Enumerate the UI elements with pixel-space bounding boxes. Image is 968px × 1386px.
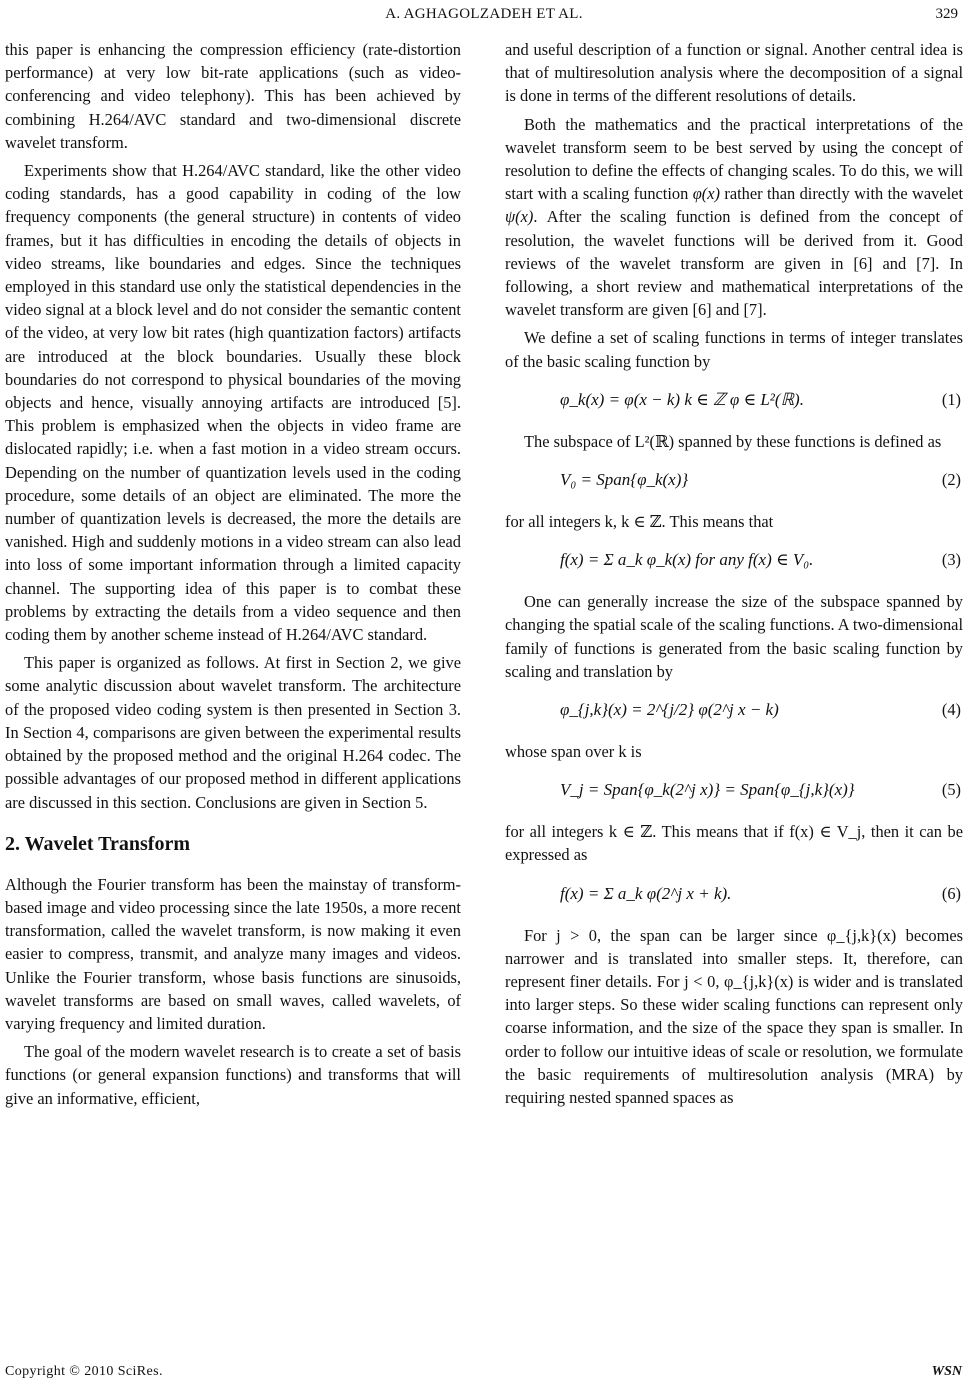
- left-column: [5, 38, 461, 1115]
- paragraph: We define a set of scaling functions in terms of integer translates of the basic scaling function by: [505, 328, 963, 371]
- equation-5: [505, 768, 963, 814]
- equation-4: [505, 688, 963, 734]
- page-footer: [0, 1360, 968, 1382]
- running-head: A. AGHAGOLZADEH ET AL.: [385, 6, 583, 22]
- page-number: 329: [935, 6, 958, 22]
- equation-body: f(x) = Σ a_k φ(2^j x + k).: [560, 883, 732, 903]
- inline-math: φ(x): [692, 184, 720, 204]
- paragraph: The subspace of L²(ℝ) spanned by these functions is defined as: [524, 431, 942, 451]
- equation-body: φ_k(x) = φ(x − k) k ∈ ℤ φ ∈ L²(ℝ).: [560, 389, 804, 409]
- equation-body: V_j = Span{φ_k(2^j x)} = Span{φ_{j,k}(x)}: [560, 780, 855, 800]
- paragraph: The goal of the modern wavelet research is to create a set of basis functions (or general expansion functions) and transforms that will give an informative, efficient,: [5, 1042, 461, 1108]
- copyright-notice: Copyright © 2010 SciRes.: [5, 1364, 163, 1379]
- paragraph: this paper is enhancing the compression efficiency (rate-distortion performance) at very low bit-rate applications (such as video-conferencing and video telephony). This has been achieved by combining H.264/AVC standard and two-dimensional discrete wavelet transform.: [5, 40, 461, 152]
- equation-body: f(x) = Σ a_k φ_k(x) for any f(x) ∈ V₀.: [560, 550, 814, 570]
- page-header: [0, 4, 968, 30]
- equation-3: [505, 538, 963, 584]
- journal-abbreviation: WSN: [931, 1364, 962, 1379]
- paragraph: This paper is organized as follows. At first in Section 2, we give some analytic discussion about wavelet transform. The architecture of the proposed video coding system is then presented in Section 3. In Section 4, comparisons are given between the experimental results obtained by the proposed method and the original H.264 codec. The possible advantages of our proposed method in different applications are discussed in this section. Conclusions are given in Section 5.: [5, 653, 461, 812]
- equation-number: (4): [941, 700, 961, 720]
- equation-6: [505, 872, 963, 918]
- equation-number: (2): [941, 470, 961, 490]
- paragraph: and useful description of a function or signal. Another central idea is that of multiresolution analysis where the decomposition of a signal is done in terms of the different resolutions of details.: [505, 40, 963, 106]
- paragraph: For j > 0, the span can be larger since φ_{j,k}(x) becomes narrower and is translated into smaller steps. It, therefore, can represent finer details. For j < 0, φ_{j,k}(x) is wider and is translated into larger steps. So these wider scaling functions can represent only coarse information, and the size of the space they span is smaller. In order to follow our intuitive ideas of scale or resolution, we formulate the basic requirements of multiresolution analysis (MRA) by requiring nested spanned spaces as: [505, 925, 963, 1108]
- right-column: [505, 38, 963, 1114]
- equation-body: φ_{j,k}(x) = 2^{j/2} φ(2^j x − k): [560, 700, 779, 720]
- equation-number: (1): [941, 389, 961, 409]
- equation-1: [505, 378, 963, 424]
- paragraph: Experiments show that H.264/AVC standard, like the other video coding standards, has a good capability in coding of the low frequency components (the general structure) in contents of video frames, but it has difficulties in encoding the details of objects in video streams, like boundaries and edges. Since the techniques employed in this standard use only the statistical dependencies in the video signal at a block level and do not consider the semantic content of the video, at very low bit rates (high quantization factors) artifacts are introduced at the block boundaries. Usually these block boundaries do not correspond to physical boundaries of the moving objects and hence, visually annoying artifacts are introduced [5]. This problem is emphasized when the objects in video frame are dislocated rapidly; i.e. when a fast motion in a video stream occurs. Depending on the number of quantization levels used in the coding procedure, some details of an object are eliminated. The more the number of quantization levels is decreased, the more the details are vanished. High and suddenly motions in a video stream can also lead into loss of some important information through a limited capacity channel. The supporting idea of this paper is to combat these problems by extracting the details from a video sequence and then coding them by another scheme instead of H.264/AVC standard.: [5, 161, 461, 645]
- paragraph: One can generally increase the size of the subspace spanned by changing the spatial scale of the scaling functions. A two-dimensional family of functions is generated from the basic scaling function by scaling and translation by: [505, 592, 963, 681]
- equation-body: V₀ = Span{φ_k(x)}: [560, 470, 689, 490]
- inline-math: ψ(x): [505, 207, 534, 227]
- equation-number: (6): [941, 883, 961, 903]
- paragraph-text: . After the scaling function is defined from the concept of resolution, the wavelet functions will be derived from it. Good reviews of the wavelet transform are given in [6] and [7]. In following, a short review and mathematical interpretations of the wavelet transform are given [6] and [7].: [505, 207, 963, 320]
- section-heading: 2. Wavelet Transform: [5, 832, 190, 855]
- equation-2: [505, 458, 963, 504]
- paragraph: whose span over k is: [505, 742, 642, 762]
- equation-number: (5): [941, 780, 961, 800]
- equation-number: (3): [941, 550, 961, 570]
- paragraph-text: Both the mathematics and the practical interpretations of the wavelet transform seem to be best served by using the concept of resolution to define the effects of changing scales. To do this, we will start with a scaling function: [505, 114, 963, 204]
- paragraph: for all integers k ∈ ℤ. This means that if f(x) ∈ V_j, then it can be expressed as: [505, 822, 963, 865]
- paragraph-text: rather than directly with the wavelet: [719, 184, 963, 204]
- paragraph: for all integers k, k ∈ ℤ. This means that: [505, 512, 774, 532]
- paragraph: Although the Fourier transform has been the mainstay of transform-based image and video processing since the late 1950s, a more recent transformation, called the wavelet transform, is now making it even easier to compress, transmit, and analyze many images and videos. Unlike the Fourier transform, whose basis functions are sinusoids, wavelet transforms are based on small waves, called wavelets, of varying frequency and limited duration.: [5, 874, 461, 1033]
- paragraph: [505, 113, 963, 322]
